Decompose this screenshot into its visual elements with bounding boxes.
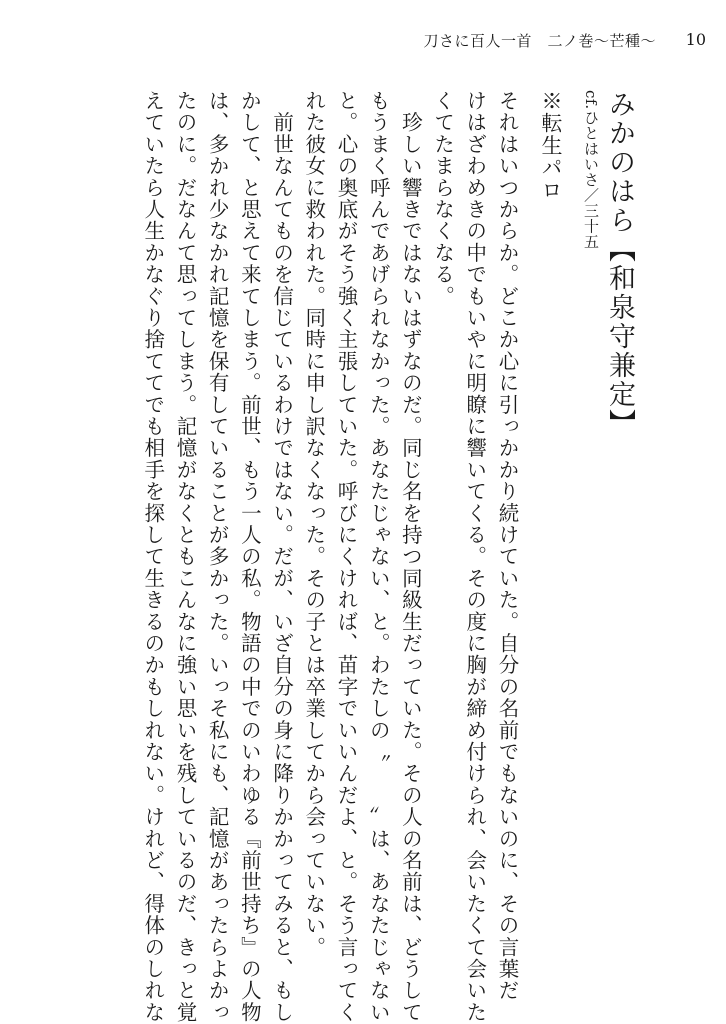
page-number: 10 (685, 30, 706, 49)
text-line: 前世なんてものを信じているわけではない。だが、いざ自分の身に降りかかってみると、もし (269, 90, 294, 1024)
body-text (137, 90, 636, 1024)
text-line: は、多かれ少なかれ記憶を保有していることが多かった。いっそ私にも、記憶があったらよかっ (205, 90, 230, 1024)
text-line: それはいつからか。どこか心に引っかかり続けていた。自分の名前でもないのに、その言葉だ (495, 90, 519, 1002)
text-line: えていたら人生かなぐり捨ててでも相手を探して生きるのかもしれない。けれど、得体のしれな (140, 90, 165, 1024)
text-line: と。心の奥底がそう強く主張していた。呼びにくければ、苗字でいいんだよ、と。そう言ってく (333, 90, 358, 1024)
running-title: 刀さに百人一首 二ノ巻～芒種～ (423, 32, 656, 50)
text-line: たのに。だなんて思ってしまう。記憶がなくともこんなに強い思いを残しているのだ、きっと覚 (172, 90, 197, 1024)
running-header (423, 30, 656, 51)
text-line: くてたまらなくなる。 (430, 90, 455, 307)
text-line: もうまく呼んであげられなかった。あなたじゃない、と。わたしの〝 〟は、あなたじゃない (366, 90, 391, 1024)
story-title: みかのはら【和泉守兼定】 (604, 90, 635, 438)
text-line: 珍しい響きではないはずなのだ。同じ名を持つ同級生だっていた。その人の名前は、どうして (398, 90, 423, 1024)
story-subtitle: cf.ひとはいさ／三十五 (582, 90, 600, 250)
text-line: けはざわめきの中でもいやに明瞭に響いてくる。その度に胸が締め付けられ、会いたくて会いた (462, 90, 487, 1024)
story-note: ※転生パロ (539, 90, 563, 201)
text-line: れた彼女に救われた。同時に申し訳なくなった。その子とは卒業してから会っていない。 (301, 90, 326, 958)
text-line: かして、と思えて来てしまう。前世、もう一人の私。物語の中でのいわゆる『前世持ち』の人物 (237, 90, 262, 1024)
